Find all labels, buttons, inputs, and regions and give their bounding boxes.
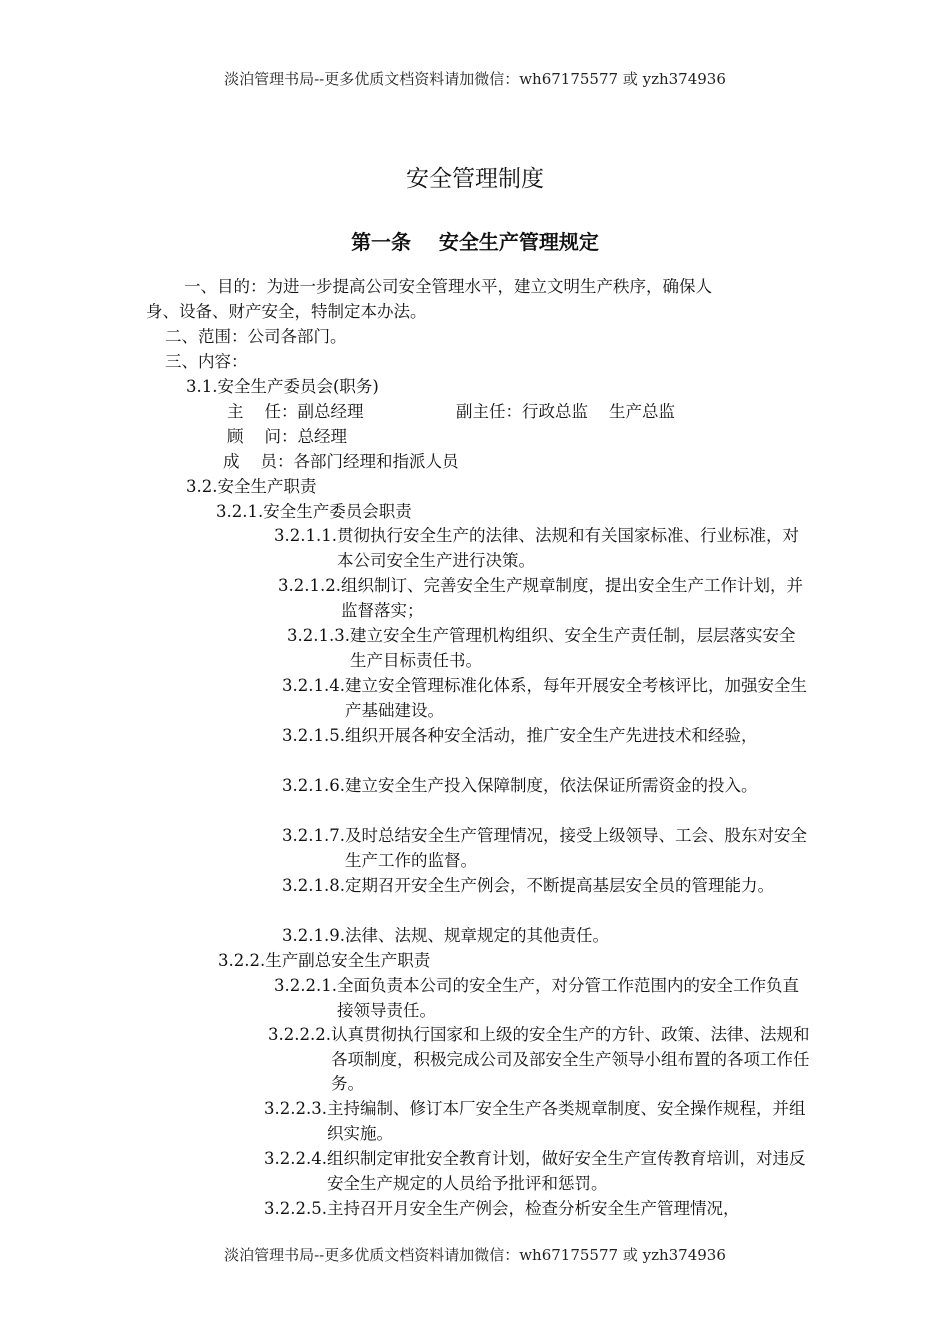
purpose-line-1: 一、目的：为进一步提高公司安全管理水平，建立文明生产秩序，确保人 [184,277,712,296]
item-text: 定期召开安全生产例会，不断提高基层安全员的管理能力。 [344,876,774,895]
list-item [268,1023,810,1097]
item-number: 3.2.2.4. [264,1149,327,1168]
item-text: 主持召开月安全生产例会，检查分析安全生产管理情况， [326,1199,740,1218]
item-number: 3.2.1.9. [282,926,345,945]
document-title: 安全管理制度 [406,166,544,192]
purpose-line-2: 身、设备、财产安全，特制定本办法。 [146,302,427,321]
section-3-2-1-heading: 3.2.1.安全生产委员会职责 [216,502,412,521]
scope-line: 二、范围：公司各部门。 [165,327,347,346]
item-number: 3.2.1.7. [282,826,345,845]
list-item [282,874,810,899]
list-item [282,924,810,949]
content-heading: 三、内容： [165,352,248,371]
item-number: 3.2.1.6. [282,776,345,795]
item-text: 认真贯彻执行国家和上级的安全生产的方针、政策、法律、法规和各项制度，积极完成公司及部安全生产领导小组布置的各项工作任务。 [330,1025,810,1093]
list-item [282,724,810,749]
list-item [287,624,810,673]
item-number: 3.2.1.8. [282,876,345,895]
item-number: 3.2.2.2. [268,1025,331,1044]
list-item [282,674,810,723]
item-number: 3.2.1.2. [278,576,341,595]
item-number: 3.2.1.5. [282,726,345,745]
item-number: 3.2.2.3. [264,1099,327,1118]
item-text: 主持编制、修订本厂安全生产各类规章制度、安全操作规程，并组织实施。 [326,1099,806,1143]
list-item [274,974,810,1023]
section-3-2-heading: 3.2.安全生产职责 [186,477,317,496]
item-text: 组织制定审批安全教育计划，做好安全生产宣传教育培训，对违反安全生产规定的人员给予批评和惩罚。 [326,1149,806,1193]
item-text: 组织制订、完善安全生产规章制度，提出安全生产工作计划，并监督落实； [340,576,803,620]
item-text: 贯彻执行安全生产的法律、法规和有关国家标准、行业标准，对本公司安全生产进行决策。 [336,526,799,570]
list-item [282,824,810,873]
item-text: 建立安全生产投入保障制度，依法保证所需资金的投入。 [344,776,758,795]
section-3-1-heading: 3.1.安全生产委员会(职务) [186,377,379,396]
item-text: 及时总结安全生产管理情况，接受上级领导、工会、股东对安全生产工作的监督。 [344,826,807,870]
committee-members: 成 员：各部门经理和指派人员 [223,452,459,471]
item-number: 3.2.1.4. [282,676,345,695]
list-item [264,1147,810,1196]
page-footer: 淡泊管理书局--更多优质文档资料请加微信：wh67175577 或 yzh374936 [224,1246,726,1264]
committee-advisor: 顾 问：总经理 [227,427,347,446]
section-3-2-2-heading: 3.2.2.生产副总安全生产职责 [218,951,431,970]
list-item [282,774,810,799]
item-text: 全面负责本公司的安全生产，对分管工作范围内的安全工作负直接领导责任。 [336,976,799,1020]
list-item [264,1197,824,1222]
item-text: 建立安全管理标准化体系，每年开展安全考核评比，加强安全生产基础建设。 [344,676,807,720]
item-text: 组织开展各种安全活动，推广安全生产先进技术和经验， [344,726,758,745]
item-number: 3.2.1.3. [287,626,350,645]
item-number: 3.2.2.5. [264,1199,327,1218]
item-text: 法律、法规、规章规定的其他责任。 [344,926,609,945]
item-number: 3.2.1.1. [274,526,337,545]
committee-director: 主 任：副总经理 [227,402,364,421]
article-heading: 第一条 安全生产管理规定 [351,230,599,254]
item-number: 3.2.2.1. [274,976,337,995]
page-header: 淡泊管理书局--更多优质文档资料请加微信：wh67175577 或 yzh374936 [224,70,726,88]
item-text: 建立安全生产管理机构组织、安全生产责任制，层层落实安全生产目标责任书。 [349,626,796,670]
committee-deputy: 副主任：行政总监 生产总监 [456,402,675,421]
list-item [264,1097,810,1146]
list-item [278,574,810,623]
list-item [274,524,810,573]
